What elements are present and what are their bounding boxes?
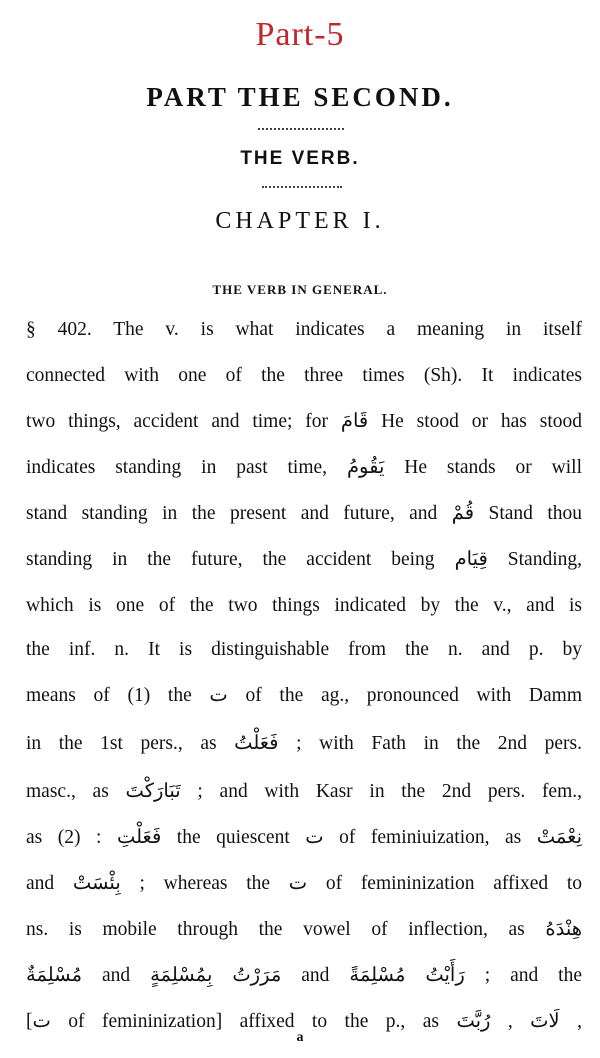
subsection-heading: THE VERB IN GENERAL. bbox=[212, 282, 388, 297]
part-title: PART THE SECOND. bbox=[146, 82, 454, 112]
text-line: ns. is mobile through the vowel of inflection, as هِنْدَهُ bbox=[26, 919, 582, 940]
page-number: a bbox=[296, 1030, 304, 1045]
text-line: which is one of the two things indicated by the v., and is bbox=[26, 595, 582, 616]
part-label: Part-5 bbox=[255, 16, 345, 53]
text-line: stand standing in the present and future, and قُمْ Stand thou bbox=[26, 503, 582, 524]
chapter-heading: CHAPTER I. bbox=[215, 208, 385, 234]
dotted-divider bbox=[262, 186, 342, 188]
text-line: as فَعَلْتِ : (2) the quiescent ت of feminiuization, as نِعْمَتْ bbox=[26, 827, 583, 848]
text-line: and بِئْسَتْ ; whereas the ت of femininization affixed to bbox=[26, 873, 583, 894]
text-line: standing in the future, the accident being قِيَام Standing, bbox=[26, 549, 582, 570]
text-line: indicates standing in past time, يَقُومُ He stands or will bbox=[26, 457, 582, 478]
dotted-divider bbox=[258, 128, 344, 130]
text-line: masc., as تَبَارَكْتَ ; and with Kasr in the 2nd pers. fem., bbox=[26, 781, 583, 802]
text-line: § 402. The v. is what indicates a meaning in itself bbox=[26, 319, 582, 340]
text-line: means of (1) the ت of the ag., pronounced with Damm bbox=[26, 685, 582, 706]
text-line: connected with one of the three times (Sh). It indicates bbox=[26, 365, 582, 386]
text-line: in the 1st pers., as فَعَلْتُ ; with Fath in the 2nd pers. bbox=[26, 733, 582, 754]
section-heading-verb: THE VERB. bbox=[240, 148, 360, 169]
text-line: [ت of femininization] affixed to the p., as لَاتَ , رُبَّتَ , bbox=[26, 1011, 582, 1032]
text-line: مُسْلِمَةٌ and مَرَرْتُ بِمُسْلِمَةٍ and رَأَيْتُ مُسْلِمَةً ; and the bbox=[26, 965, 583, 986]
text-line: two things, accident and time; for قَامَ He stood or has stood bbox=[26, 411, 582, 432]
text-line: the inf. n. It is distinguishable from the n. and p. by bbox=[26, 639, 582, 660]
